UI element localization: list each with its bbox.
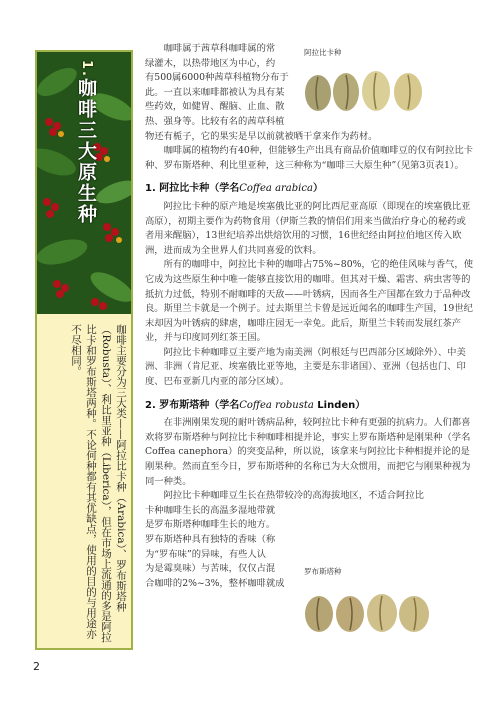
section-2-line: 为“罗布味”的异味，有些人认 (145, 548, 267, 560)
section-2-line: 合咖啡的2%~3%，整杯咖啡就成 (145, 577, 285, 589)
section-2-line: 罗布斯塔种具有独特的香味（称 (145, 534, 276, 545)
section-2-line: 阿拉比卡种咖啡豆生长在热带较冷的高海拔地区，不适合阿拉比 (163, 490, 424, 502)
section-2-paragraph-1: 在非洲刚果发现的耐叶锈病品种，较阿拉比卡种有更强的抗病力。人们都喜欢将罗布斯塔种与阿拉比卡种咖啡相提并论，事实上罗布斯塔种是刚果种（学名Coffea canephora）的突变品种，所以说，该拿来与阿拉比卡种相提并论的是刚果种。然而直至今日，罗布斯塔种的名称已为大众惯用，而把它与刚果种视为同一种类。 (145, 417, 471, 487)
sidebar-vertical-title (75, 60, 97, 225)
intro-line: 绿灌木，以热带地区为中心，约 (145, 57, 276, 69)
intro-line: 些药效，如健胃、醒脑、止血、散 (145, 101, 285, 113)
section-1-paragraph-1: 阿拉比卡种的原产地是埃塞俄比亚的阿比西尼亚高原（即现在的埃塞俄比亚高原），初期主要作为药物食用（伊斯兰教的情侣们用来当做治疗身心的秘药或者用来醒脑），13世纪培养出烘焙饮用的习惯，16世纪经由阿拉伯地区传入欧洲，进而成为全世界人们共同喜爱的饮料。 (145, 200, 471, 256)
arabica-figure-label: 阿拉比卡种 (304, 48, 342, 57)
section-2-heading-end: Linden） (313, 399, 366, 411)
robusta-figure-label: 罗布斯塔种 (304, 567, 342, 576)
main-content (145, 42, 475, 591)
title-number: 1. (79, 60, 94, 78)
sidebar-panel (35, 50, 133, 650)
intro-paragraph-1-rest: 物还有栀子，它的果实是早以前就被晒干拿来作为药材。 (145, 130, 378, 142)
section-2-latin-name: Coffea robusta (239, 399, 314, 411)
page-number: 2 (33, 660, 40, 673)
section-2-line: 卡种咖啡生长的高温多湿地带就 (145, 504, 276, 516)
section-1-paragraph-2: 所有的咖啡中，阿拉比卡种的咖啡占75%~80%，它的绝佳风味与香气，使它成为这些原生种中唯一能够直接饮用的咖啡。但其对干燥、霜害、病虫害等的抵抗力过低，特别不耐咖啡的天敌——叶锈病，因而各生产国都在致力于品种改良。斯里兰卡就是一个例子。过去斯里兰卡曾是远近闻名的咖啡生产国，19世纪末却因为叶锈病的肆虐，咖啡庄园无一幸免。此后，斯里兰卡转而发展红茶产业，并与印度同列红茶王国。 (145, 259, 474, 344)
section-1-heading (145, 182, 475, 197)
robusta-beans-figure (300, 564, 435, 646)
section-2-heading-text: 2. 罗布斯塔种（学名 (145, 399, 240, 411)
section-2-line: 为是霉臭味）与苦味，仅仅占混 (145, 563, 276, 575)
intro-line: 有500属6000种茜草科植物分布于 (145, 72, 289, 84)
intro-line: 咖啡属于茜草科咖啡属的常 (163, 43, 276, 54)
intro-paragraph-1 (145, 42, 295, 130)
section-1-paragraph-3: 阿拉比卡种咖啡豆主要产地为南美洲（阿根廷与巴西部分区域除外）、中美洲、非洲（肯尼亚、埃塞俄比亚等地，主要是东非诸国）、亚洲（包括也门、印度、巴布亚新几内亚的部分区域）。 (145, 346, 466, 388)
coffee-cherries-photo (37, 52, 131, 314)
intro-paragraph-2: 咖啡属的植物约有40种，但能够生产出具有商品价值咖啡豆的仅有阿拉比卡种、罗布斯塔种、利比里亚种，这三种称为“咖啡三大原生种”（见第3页表1）。 (145, 145, 473, 171)
section-1-heading-end: ） (312, 183, 323, 195)
section-1-latin-name: Coffea arabica (239, 183, 313, 195)
section-1-heading-text: 1. 阿拉比卡种（学名 (145, 183, 240, 195)
section-2-line: 是罗布斯塔种咖啡生长的地方。 (145, 519, 276, 531)
sidebar-summary: 咖啡主要分为三大类——阿拉比卡种（Arabica）、罗布斯塔种（Robusta）、利比里亚种（Liberica），但在市场上流通的多是阿拉比卡和罗布斯塔两种。不论何种都有其优缺点，使用的目的与用途亦不尽相同。 (70, 324, 127, 643)
intro-line: 此。一直以来咖啡都被认为具有某 (145, 86, 285, 98)
section-2-heading (145, 399, 475, 414)
intro-line: 热、强身等。比较有名的茜草科植 (145, 115, 285, 127)
title-text: 咖啡三大原生种 (75, 77, 97, 225)
